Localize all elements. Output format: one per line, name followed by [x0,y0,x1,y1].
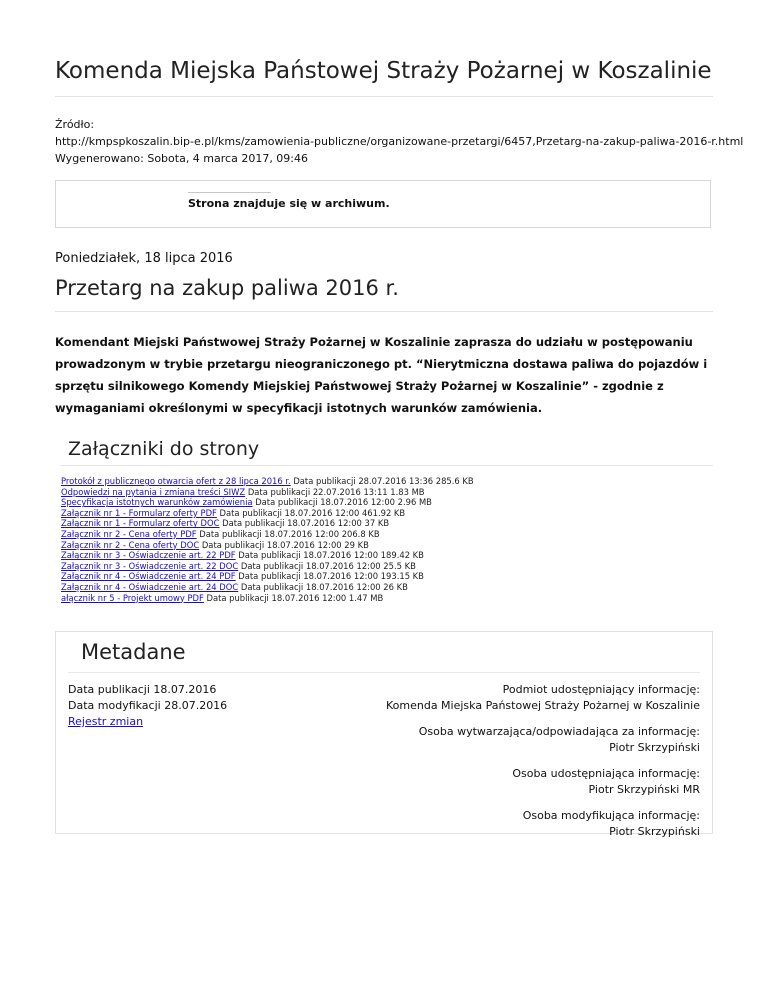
attachment-info: Data publikacji 18.07.2016 12:00 2.96 MB [255,497,432,508]
publisher-group [386,766,700,798]
attachment-info: Data publikacji 22.07.2016 13:11 1.83 MB [247,486,425,497]
attachments-divider [61,465,713,466]
entity-group [386,682,700,714]
attachment-item [61,518,474,529]
attachment-link[interactable]: Załącznik nr 4 - Oświadczenie art. 24 DOC [61,581,239,592]
publisher-label: Osoba udostępniająca informację: [512,767,700,780]
entity-label: Podmiot udostępniający informację: [502,683,700,696]
source-label: Źródło: [55,118,95,131]
attachment-info: Data publikacji 18.07.2016 12:00 37 KB [222,518,390,529]
publisher-value: Piotr Skrzypiński MR [588,783,700,796]
modifier-group [386,808,700,840]
modified-date: Data modyfikacji 28.07.2016 [68,699,228,712]
modifier-label: Osoba modyfikująca informację: [522,809,700,822]
attachment-info: Data publikacji 18.07.2016 12:00 193.15 KB [238,571,424,582]
attachment-link[interactable]: Załącznik nr 1 - Formularz oferty DOC [61,518,220,529]
attachment-item [61,593,474,604]
lead-paragraph: Komendant Miejski Państwowej Straży Pożarnej w Koszalinie zaprasza do udziału w postępowaniu prowadzonym w trybie przetargu nieograniczonego pt. “Nierytmiczna dostawa paliwa do pojazdów i sprzętu silnikowego Komendy Miejskiej Państwowej Straży Pożarnej w Koszalinie” - zgodnie z wymaganiami określonymi w specyfikacji istotnych warunków zamówienia. [55,335,708,415]
attachment-item [61,561,474,572]
attachment-link[interactable]: Specyfikacja istotnych warunków zamówienia [61,497,253,508]
generated-timestamp: Wygenerowano: Sobota, 4 marca 2017, 09:46 [55,152,309,165]
attachment-link[interactable]: Załącznik nr 2 - Cena oferty PDF [61,528,197,539]
attachment-link[interactable]: Załącznik nr 2 - Cena oferty DOC [61,539,200,550]
attachment-info: Data publikacji 18.07.2016 12:00 29 KB [201,539,369,550]
archive-divider [188,192,271,193]
attachment-item [61,582,474,593]
changelog-link[interactable]: Rejestr zmian [68,715,144,728]
attachments-title: Załączniki do strony [68,438,260,460]
attachment-info: Data publikacji 18.07.2016 12:00 461.92 KB [219,507,406,518]
header-divider [55,96,713,97]
source-block [55,116,743,167]
attachment-link[interactable]: Odpowiedzi na pytania i zmiana treści SIWZ [61,486,246,497]
attachment-info: Data publikacji 18.07.2016 12:00 206.8 KB [199,528,380,539]
entity-value: Komenda Miejska Państowej Straży Pożarnej w Koszalinie [385,699,700,712]
attachment-item [61,571,474,582]
attachment-item [61,540,474,551]
attachment-link[interactable]: ałącznik nr 5 - Projekt umowy PDF [61,592,204,603]
author-label: Osoba wytwarzająca/odpowiadająca za informację: [418,725,700,738]
attachment-item [61,550,474,561]
source-url: http://kmpspkoszalin.bip-e.pl/kms/zamowienia-publiczne/organizowane-przetargi/6457,Przetarg-na-zakup-paliwa-2016-r.html [55,135,744,148]
attachment-item [61,497,474,508]
article-title: Przetarg na zakup paliwa 2016 r. [55,276,399,300]
attachment-link[interactable]: Załącznik nr 1 - Formularz oferty PDF [61,507,217,518]
attachment-link[interactable]: Protokół z publicznego otwarcia ofert z 28 lipca 2016 r. [61,476,291,486]
site-title: Komenda Miejska Państowej Straży Pożarnej w Koszalinie [55,58,712,84]
attachment-item [61,508,474,519]
attachment-info: Data publikacji 28.07.2016 13:36 285.6 KB [293,476,474,486]
attachment-item [61,487,474,498]
published-date: Data publikacji 18.07.2016 [68,683,217,696]
attachment-link[interactable]: Załącznik nr 3 - Oświadczenie art. 22 DOC [61,560,239,571]
attachment-item [61,476,474,487]
author-group [386,724,700,756]
metadata-people [386,682,700,850]
attachment-info: Data publikacji 18.07.2016 12:00 189.42 KB [238,550,424,561]
author-value: Piotr Skrzypiński [609,741,700,754]
title-divider [55,311,713,312]
metadata-box [55,631,713,838]
attachment-link[interactable]: Załącznik nr 3 - Oświadczenie art. 22 PDF [61,550,236,561]
modifier-value: Piotr Skrzypiński [609,825,700,838]
metadata-title: Metadane [81,640,186,664]
attachment-info: Data publikacji 18.07.2016 12:00 1.47 MB [206,592,384,603]
attachments-list [61,476,474,603]
attachment-info: Data publikacji 18.07.2016 12:00 25.5 KB [240,560,416,571]
archive-notice: Strona znajduje się w archiwum. [188,197,390,210]
metadata-divider [68,672,700,673]
attachment-info: Data publikacji 18.07.2016 12:00 26 KB [240,581,408,592]
attachment-link[interactable]: Załącznik nr 4 - Oświadczenie art. 24 PDF [61,571,236,582]
metadata-dates [68,682,227,730]
publication-date: Poniedziałek, 18 lipca 2016 [55,251,233,266]
archive-notice-box [55,180,711,228]
attachment-item [61,529,474,540]
